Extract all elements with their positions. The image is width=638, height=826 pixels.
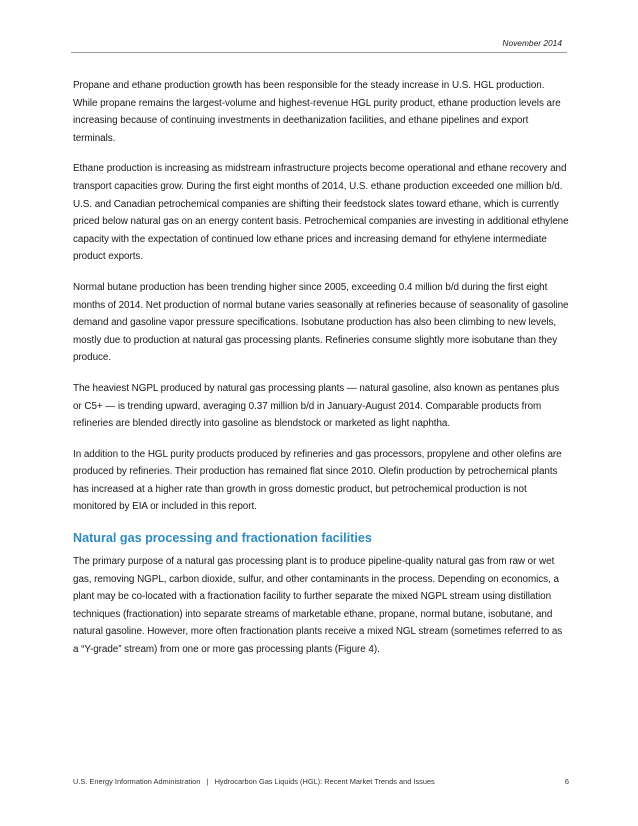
document-body [73,77,569,672]
paragraph-processing-plants: The primary purpose of a natural gas processing plant is to produce pipeline-quality natural gas from raw or wet gas, removing NGPL, carbon dioxide, sulfur, and other contaminants in the process. Depending on economics, a plant may be co-located with a fractionation facility to further separate the mixed NGPL stream using distillation techniques (fractionation) into separate streams of marketable ethane, propane, normal butane, isobutane, and natural gasoline. However, more often fractionation plants receive a mixed NGL stream (sometimes referred to as a “Y-grade” stream) from one or more gas processing plants (Figure 4). [73,556,563,656]
paragraph-olefins: In addition to the HGL purity products produced by refineries and gas processors, propylene and other olefins are produced by refineries. Their production has remained flat since 2010. Olefin production by petrochemical plants has increased at a higher rate than growth in gross domestic product, but petrochemical production is not monitored by EIA or included in this report. [73,448,562,513]
page-number: 6 [564,777,569,786]
header-rule [71,52,567,53]
paragraph-hgl-production: Propane and ethane production growth has been responsible for the steady increase in U.S. HGL production. While propane remains the largest-volume and highest-revenue HGL purity product, ethane production levels are increasing because of continuing investments in deethanization facilities, and ethane pipelines and export terminals. [73,80,561,144]
section-heading: Natural gas processing and fractionation facilities [73,531,372,546]
paragraph-natural-gasoline: The heaviest NGPL produced by natural gas processing plants — natural gasoline, also known as pentanes plus or C5+ — is trending upward, averaging 0.37 million b/d in January-August 2014. Comparable products from refineries are blended directly into gasoline as blendstock or marketed as light naphtha. [73,382,560,430]
paragraph-ethane-production: Ethane production is increasing as midstream infrastructure projects become operational and ethane recovery and transport capacities grow. During the first eight months of 2014, U.S. ethane production exceeded one million b/d. U.S. and Canadian petrochemical companies are shifting their feedstock slates toward ethane, which is currently priced below natural gas on an energy content basis. Petrochemical companies are investing in additional ethylene capacity with the expectation of continued low ethane prices and increasing demand for ethylene intermediate product exports. [73,163,569,263]
header-date: November 2014 [502,38,562,48]
footer-source: U.S. Energy Information Administration | Hydrocarbon Gas Liquids (HGL): Recent Market Trends and Issues [73,777,435,786]
paragraph-butane-production: Normal butane production has been trending higher since 2005, exceeding 0.4 million b/d during the first eight months of 2014. Net production of normal butane varies seasonally at refineries because of seasonality of gasoline demand and gasoline vapor pressure specifications. Isobutane production has also been climbing to new levels, mostly due to production at natural gas processing plants. Refineries consume slightly more isobutane than they produce. [73,281,569,364]
